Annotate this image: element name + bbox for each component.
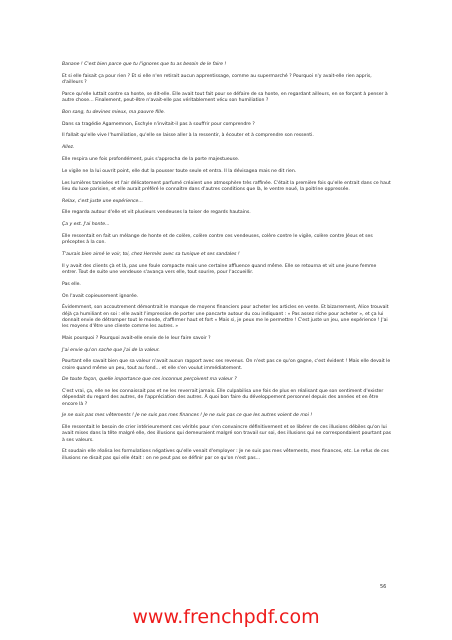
paragraph: Pas elle. bbox=[62, 281, 81, 287]
paragraph: Évidemment, son accoutrement démontrait le manque de moyens financiers pour acheter les articles en vente. Et bizarrement, Alice trouvait déjà ça humiliant en soi : elle avait l'impression de porter une pancarte autour du cou indiquant : « Pas assez riche pour acheter », et ça lui donnait envie de détromper tout le monde, d'affirmer haut et fort « Mais si, je peux me le permettre ! C'est juste un jeu, une expérience ! J'ai les moyens d'être une cliente comme les autres. » bbox=[62, 305, 389, 329]
paragraph: Relax, c'est juste une expérience… bbox=[62, 198, 143, 204]
paragraph: T'aurais bien aimé le voir, toi, chez Hermès avec sa tunique et ses sandales ! bbox=[62, 251, 240, 257]
paragraph: Le vigile ne la lui ouvrit point, elle dut la pousser toute seule et entra. Il la dévisagea mais ne dit rien. bbox=[62, 168, 297, 174]
paragraph: Pourtant elle savait bien que sa valeur n'avait aucun rapport avec ses revenus. On n'est pas ce qu'on gagne, c'est évident ! Mais elle devait le croire quand même un peu, tout au fond… et elle s'en voulut immédiatement. bbox=[62, 359, 391, 371]
paragraph: Elle ressentait en fait un mélange de honte et de colère, colère contre ces vendeuses, colère contre le vigile, colère contre Jésus et ses préceptes à la con. bbox=[62, 233, 373, 246]
paragraph: De toute façon, quelle importance que ces inconnus perçoivent ma valeur ? bbox=[62, 377, 237, 383]
page-body bbox=[62, 62, 392, 467]
paragraph: Dans sa tragédie Agamemnon, Eschyle n'invitait-il pas à souffrir pour comprendre ? bbox=[62, 121, 255, 127]
paragraph: Je ne suis pas mes vêtements ! Je ne suis pas mes finances ! Je ne suis pas ce que les autres voient de moi ! bbox=[62, 413, 313, 419]
paragraph: Mais pourquoi ? Pourquoi avait-elle envie de le leur faire savoir ? bbox=[62, 335, 211, 341]
page-number: 56 bbox=[380, 584, 387, 590]
site-watermark[interactable]: www.frenchpdf.com bbox=[132, 606, 320, 628]
paragraph: Allez. bbox=[62, 145, 75, 151]
paragraph: Elle respira une fois profondément, puis s'approcha de la porte majestueuse. bbox=[62, 156, 240, 162]
paragraph: Il fallait qu'elle vive l'humiliation, qu'elle se laisse aller à la ressentir, à écouter et à comprendre son ressenti. bbox=[62, 133, 314, 139]
paragraph: Ça y est. J'ai honte… bbox=[62, 222, 110, 228]
paragraph: Banane ! C'est bien parce que tu l'ignores que tu as besoin de le faire ! bbox=[62, 62, 227, 67]
paragraph: Et si elle faisait ça pour rien ? Et si elle n'en retirait aucun apprentissage, comme au supermarché ? Pourquoi n'y avait-elle rien appris, d'ailleurs ? bbox=[62, 73, 372, 85]
paragraph: Et soudain elle réalisa les formulations négatives qu'elle venait d'employer : Je ne suis pas mes vêtements, mes finances, etc. Le refus de ces illusions ne disait pas qui elle était : on ne peut pas se définir par ce qu'on n'est pas… bbox=[62, 449, 389, 461]
paragraph: Elle regarda autour d'elle et vit plusieurs vendeuses la toiser de regards hautains. bbox=[62, 210, 251, 216]
paragraph: Parce qu'elle luttait contre sa honte, se dit-elle. Elle avait tout fait pour se défaire de sa honte, en regardant ailleurs, en se forçant à penser à autre chose… Finalement, peut-être n'avait-elle pas véritablement vécu son humiliation ? bbox=[62, 91, 388, 103]
paragraph: Les lumières tamisées et l'air délicatement parfumé créaient une atmosphère très raffinée. C'était la première fois qu'elle entrait dans ce haut lieu du luxe parisien, et elle aurait préféré le connaître dans d'autres conditions que là, le ventre noué, la poitrine oppressée. bbox=[62, 180, 391, 192]
paragraph: J'ai envie qu'on sache que j'ai de la valeur. bbox=[62, 347, 160, 353]
paragraph: Il y avait des clients çà et là, pas une foule compacte mais une certaine affluence quand même. Elle se retourna et vit une jeune femme entrer. Tout de suite une vendeuse s'avança vers elle, tout sourire, pour l'accueillir. bbox=[62, 263, 377, 275]
paragraph: On l'avait copieusement ignorée. bbox=[62, 293, 139, 299]
paragraph: C'est vrai, ça, elle ne les connaissait pas et ne les reverrait jamais. Elle culpabilisa une fois de plus en réalisant que son sentiment d'exister dépendait du regard des autres, de l'appréciation des autres. À quoi bon faire du développement personnel depuis des années et en être encore là ? bbox=[62, 389, 384, 407]
paragraph: Bon sang, tu devines mieux, ma pauvre fille. bbox=[62, 109, 166, 115]
paragraph: Elle ressentait le besoin de crier intérieurement ces vérités pour s'en convaincre définitivement et se libérer de ces illusions débiles qu'on lui avait mises dans la tête malgré elle, des illusions qui demeuraient malgré son travail sur soi, des illusions qui ne correspondaient pourtant pas à ses valeurs. bbox=[62, 425, 392, 443]
